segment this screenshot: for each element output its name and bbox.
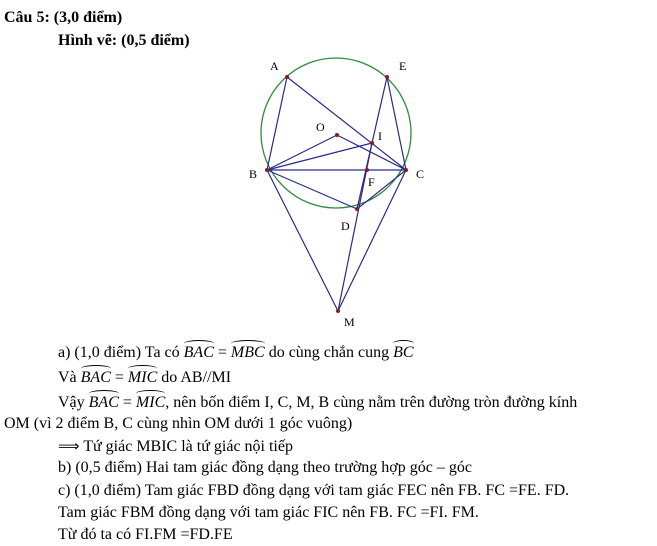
arc-mic-2: MIC (135, 394, 166, 411)
arc-bc: BC (393, 344, 414, 361)
point-c (404, 168, 408, 172)
solution-final: Từ đó ta có FI.FM =FD.FE (58, 526, 233, 543)
circle-o (261, 58, 411, 208)
solution-conclusion: ⟹ Tứ giác MBIC là tứ giác nội tiếp (58, 437, 293, 455)
solution-b: b) (0,5 điểm) Hai tam giác đồng dạng theo trường hợp góc – góc (58, 459, 472, 476)
segment-bi (267, 143, 372, 170)
label-i: I (378, 129, 382, 143)
solution-a: a) (1,0 điểm) Ta có BAC = MBC do cùng chắn cung BC (58, 344, 414, 361)
solution-va: Và BAC = MIC do AB//MI (58, 369, 232, 386)
arc-bac-3: BAC (88, 394, 119, 411)
segment-bo (267, 135, 337, 170)
implies-arrow-icon: ⟹ (58, 437, 80, 455)
label-c: C (416, 167, 425, 181)
arc-bac-2: BAC (80, 369, 111, 386)
segment-bd (267, 170, 357, 209)
arc-mic: MIC (127, 369, 158, 386)
arc-bac: BAC (183, 344, 214, 361)
label-d: D (341, 219, 350, 233)
segment-bm (267, 170, 338, 311)
solution-vay: Vậy BAC = MIC, nên bốn điểm I, C, M, B cùng nằm trên đường tròn đường kính (58, 394, 578, 411)
figure-points (265, 75, 408, 313)
question-heading: Câu 5: (3,0 điểm) (4, 9, 123, 26)
point-m (336, 309, 340, 313)
segment-oc (337, 135, 406, 170)
solution-c2: Tam giác FBM đồng dạng với tam giác FIC nên FB. FC =FI. FM. (58, 504, 479, 521)
label-f: F (368, 175, 375, 189)
segment-ac (287, 77, 406, 170)
point-f (365, 168, 369, 172)
solution-c: c) (1,0 điểm) Tam giác FBD đồng dạng với tam giác FEC nên FB. FC =FE. FD. (58, 482, 570, 499)
solution-om: OM (vì 2 điểm B, C cùng nhìn OM dưới 1 góc vuông) (4, 415, 353, 432)
point-i (370, 141, 374, 145)
label-b: B (249, 167, 258, 181)
point-a (285, 75, 289, 79)
label-e: E (399, 59, 407, 73)
point-b (265, 168, 269, 172)
label-o: O (316, 120, 325, 134)
figure-heading: Hình vẽ: (0,5 điểm) (58, 32, 190, 49)
label-m: M (344, 315, 355, 329)
point-o (335, 133, 339, 137)
label-a: A (270, 59, 279, 73)
point-d (355, 207, 359, 211)
figure-lines (267, 77, 406, 311)
point-e (385, 75, 389, 79)
segment-ec (387, 77, 406, 170)
arc-mbc: MBC (230, 344, 265, 361)
segment-ab (267, 77, 287, 170)
segment-cm (338, 170, 406, 311)
